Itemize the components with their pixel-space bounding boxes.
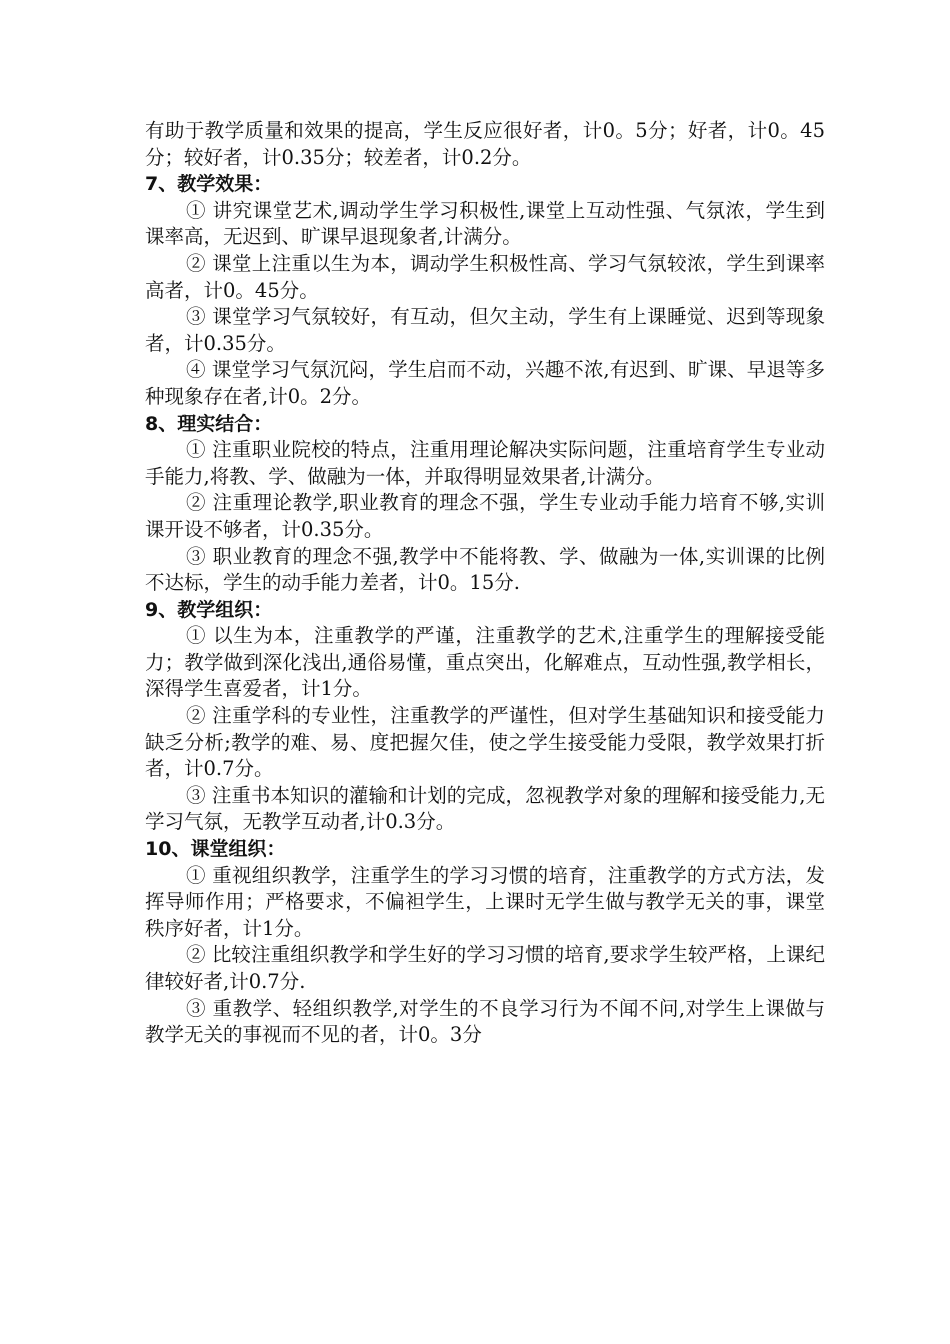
section-heading-theory-practice: 8、理实结合： bbox=[145, 412, 273, 435]
section-heading-teaching-effect: 7、教学效果： bbox=[145, 173, 273, 196]
criterion-item: ② 注重学科的专业性，注重教学的严谨性，但对学生基础知识和接受能力缺乏分析;教学的难、易、度把握欠佳，使之学生接受能力受限，教学效果打折者，计0.7分。 bbox=[145, 704, 825, 781]
criterion-item: ① 注重职业院校的特点，注重用理论解决实际问题，注重培育学生专业动手能力,将教、学、做融为一体，并取得明显效果者,计满分。 bbox=[145, 438, 825, 488]
section-heading-teaching-organization: 9、教学组织： bbox=[145, 598, 273, 621]
criterion-item: ③ 职业教育的理念不强,教学中不能将教、学、做融为一体,实训课的比例不达标，学生的动手能力差者，计0。15分. bbox=[145, 544, 825, 595]
criterion-item: ③ 课堂学习气氛较好，有互动，但欠主动，学生有上课睡觉、迟到等现象者，计0.35分。 bbox=[145, 305, 825, 355]
criterion-item: ② 注重理论教学,职业教育的理念不强，学生专业动手能力培育不够,实训课开设不够者，计0.35分。 bbox=[145, 491, 825, 541]
criterion-item: ④ 课堂学习气氛沉闷，学生启而不动，兴趣不浓,有迟到、旷课、早退等多种现象存在者,计0。2分。 bbox=[145, 358, 825, 408]
section-heading-classroom-organization: 10、课堂组织： bbox=[145, 838, 286, 861]
criterion-item: ① 讲究课堂艺术,调动学生学习积极性,课堂上互动性强、气氛浓，学生到课率高，无迟到、旷课早退现象者,计满分。 bbox=[145, 198, 825, 249]
document-body bbox=[145, 118, 825, 1049]
criterion-item: ① 重视组织教学，注重学生的学习习惯的培育，注重教学的方式方法，发挥导师作用；严格要求，不偏袒学生，上课时无学生做与教学无关的事，课堂秩序好者，计1分。 bbox=[145, 863, 825, 940]
criterion-item: ③ 注重书本知识的灌输和计划的完成，忽视教学对象的理解和接受能力,无学习气氛，无教学互动者,计0.3分。 bbox=[145, 783, 825, 834]
criterion-item: ② 课堂上注重以生为本，调动学生积极性高、学习气氛较浓，学生到课率高者，计0。45分。 bbox=[145, 251, 825, 302]
criterion-item: ① 以生为本，注重教学的严谨，注重教学的艺术,注重学生的理解接受能力；教学做到深化浅出,通俗易懂，重点突出，化解难点，互动性强,教学相长，深得学生喜爱者，计1分。 bbox=[145, 624, 825, 701]
criterion-item: ③ 重教学、轻组织教学,对学生的不良学习行为不闻不问,对学生上课做与教学无关的事视而不见的者，计0。3分 bbox=[145, 996, 825, 1047]
paragraph-continuation: 有助于教学质量和效果的提高，学生反应很好者，计0。5分；好者，计0。45分；较好者，计0.35分；较差者，计0.2分。 bbox=[145, 119, 825, 169]
criterion-item: ② 比较注重组织教学和学生好的学习习惯的培育,要求学生较严格，上课纪律较好者,计0.7分. bbox=[145, 943, 825, 993]
